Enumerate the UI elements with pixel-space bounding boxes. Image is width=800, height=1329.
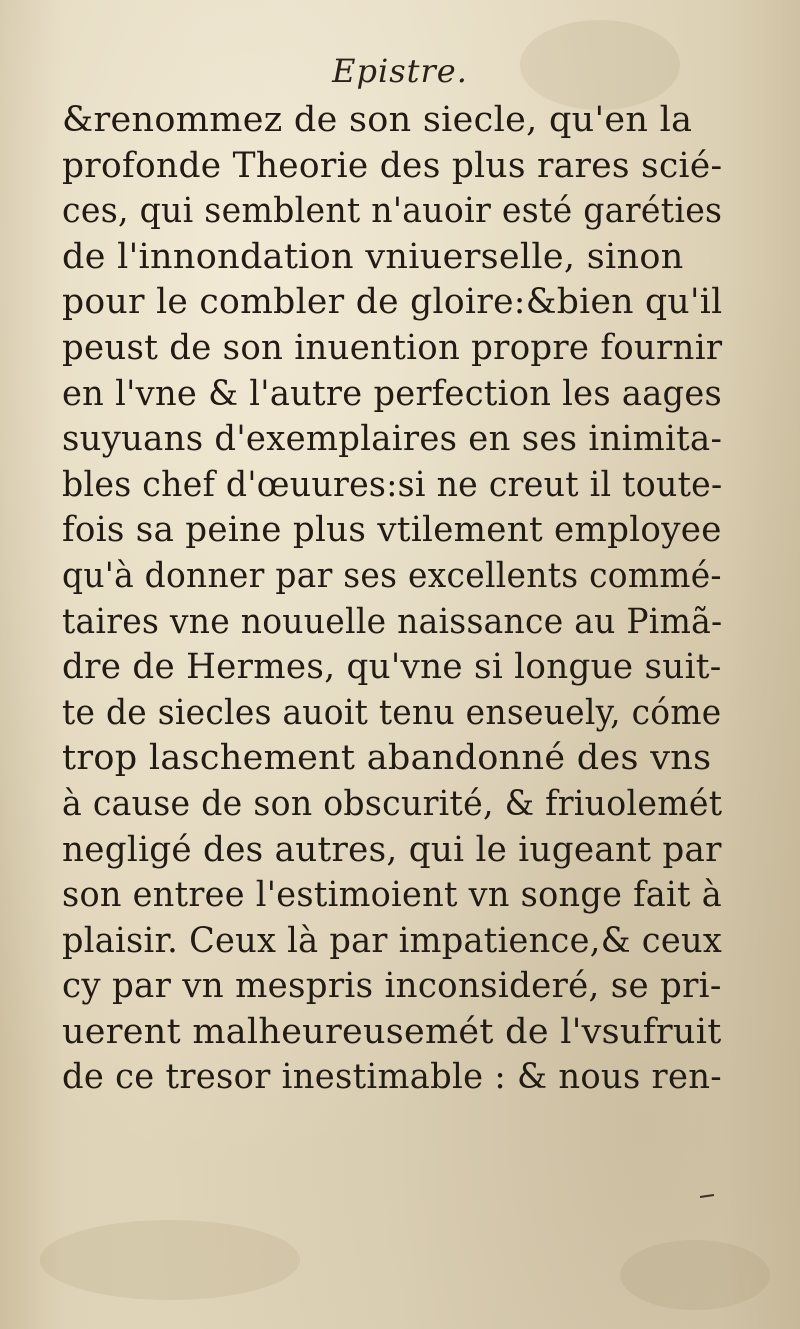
text-line: ces, qui semblent n'auoir esté garéties <box>62 191 723 232</box>
text-line: uerent malheureusemét de l'vsufruit <box>62 1011 722 1052</box>
text-line: qu'à donner par ses excellents commé- <box>62 555 722 596</box>
paper-stain <box>40 1220 300 1300</box>
text-line: en l'vne & l'autre perfection les aages <box>62 373 723 414</box>
text-line: dre de Hermes, qu'vne si longue suit- <box>62 647 722 688</box>
text-line: de ce tresor inestimable : & nous ren- <box>62 1057 722 1098</box>
text-line: te de siecles auoit tenu enseuely, cóme <box>62 692 722 733</box>
text-line: peust de son inuention propre fournir <box>62 327 723 368</box>
text-line: de l'innondation vniuerselle, sinon <box>62 236 684 277</box>
text-line: &renommez de son siecle, qu'en la <box>62 100 693 140</box>
text-line: pour le combler de gloire:&bien qu'il <box>62 282 723 323</box>
running-head: Epistre. <box>332 52 468 90</box>
text-line: bles chef d'œuures:si ne creut il toute- <box>62 464 723 505</box>
text-line: à cause de son obscurité, & friuolemét <box>62 783 723 824</box>
text-line: plaisir. Ceux là par impatience,& ceux <box>62 920 723 961</box>
catchword-mark <box>700 1194 714 1198</box>
body-text <box>62 98 722 1101</box>
text-line: cy par vn mespris inconsideré, se pri- <box>62 966 722 1007</box>
text-line: profonde Theorie des plus rares scié- <box>62 145 723 186</box>
text-line: fois sa peine plus vtilement employee <box>62 510 722 551</box>
paper-stain <box>620 1240 770 1310</box>
text-line: suyuans d'exemplaires en ses inimita- <box>62 419 723 460</box>
text-line: trop laschement abandonné des vns <box>62 738 712 779</box>
text-line: taires vne nouuelle naissance au Pimã- <box>62 601 723 642</box>
text-line: negligé des autres, qui le iugeant par <box>62 829 722 870</box>
text-line: son entree l'estimoient vn songe fait à <box>62 875 722 916</box>
